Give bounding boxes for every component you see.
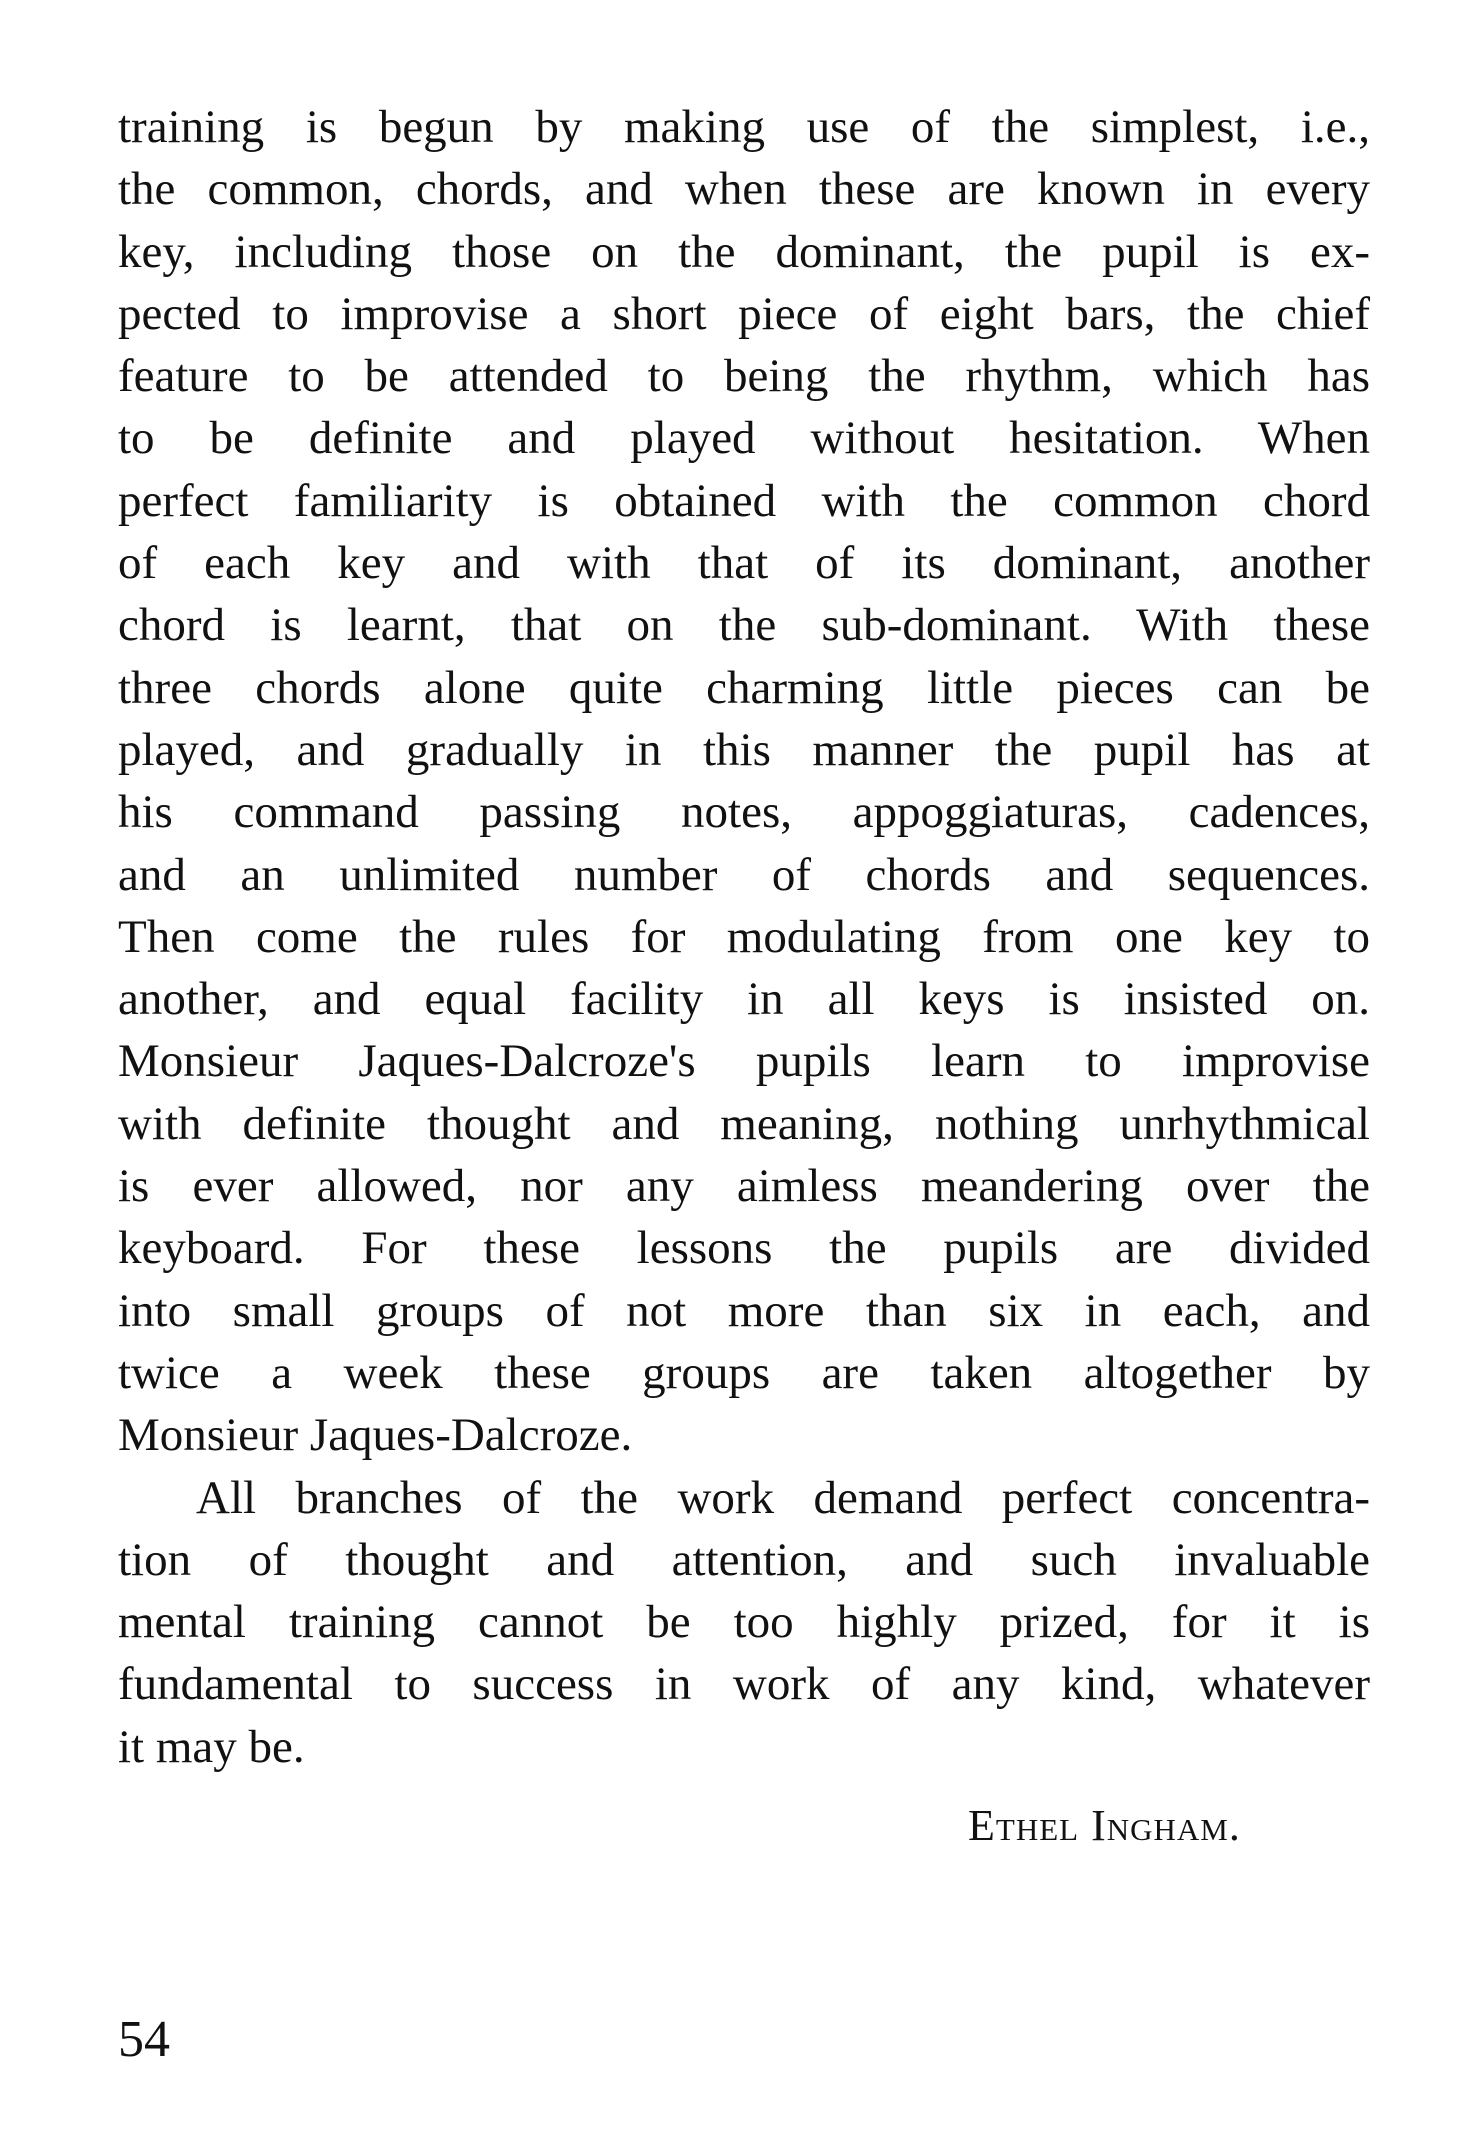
author-name: Ethel Ingham. bbox=[968, 1801, 1241, 1850]
text-line: it may be. bbox=[118, 1720, 305, 1773]
text-line: Monsieur Jaques-Dalcroze. bbox=[118, 1409, 633, 1462]
text-line: of each key and with that of its dominant, another bbox=[118, 537, 1370, 590]
text-line: Then come the rules for modulating from one key to bbox=[118, 910, 1370, 963]
text-line: into small groups of not more than six in each, and bbox=[118, 1284, 1370, 1337]
text-line: keyboard. For these lessons the pupils are divided bbox=[118, 1222, 1370, 1275]
text-line: perfect familiarity is obtained with the common chord bbox=[118, 474, 1370, 527]
text-line: key, including those on the dominant, the pupil is ex- bbox=[118, 225, 1370, 278]
text-line: feature to be attended to being the rhythm, which has bbox=[118, 350, 1370, 403]
text-line: pected to improvise a short piece of eight bars, the chief bbox=[118, 287, 1370, 340]
text-line: to be definite and played without hesitation. When bbox=[118, 412, 1370, 465]
text-line: three chords alone quite charming little pieces can be bbox=[118, 661, 1370, 714]
text-line: tion of thought and attention, and such invaluable bbox=[118, 1533, 1370, 1586]
text-line: his command passing notes, appoggiaturas, cadences, bbox=[118, 786, 1370, 839]
text-line: chord is learnt, that on the sub-dominant. With these bbox=[118, 599, 1370, 652]
text-line: mental training cannot be too highly prized, for it is bbox=[118, 1596, 1370, 1649]
text-line: fundamental to success in work of any kind, whatever bbox=[118, 1658, 1370, 1711]
text-line: another, and equal facility in all keys is insisted on. bbox=[118, 973, 1370, 1026]
body-text bbox=[118, 96, 1370, 1778]
text-line: training is begun by making use of the simplest, i.e., bbox=[118, 101, 1370, 153]
text-line: twice a week these groups are taken altogether by bbox=[118, 1346, 1370, 1399]
author-signature bbox=[968, 1800, 1241, 1851]
text-line: Monsieur Jaques-Dalcroze's pupils learn to improvise bbox=[118, 1035, 1370, 1088]
text-line: the common, chords, and when these are known in every bbox=[118, 163, 1370, 216]
text-line: is ever allowed, nor any aimless meandering over the bbox=[118, 1160, 1370, 1213]
text-line: played, and gradually in this manner the pupil has at bbox=[118, 723, 1370, 776]
page-number: 54 bbox=[118, 2011, 170, 2068]
text-line: and an unlimited number of chords and sequences. bbox=[118, 848, 1370, 901]
text-line: with definite thought and meaning, nothing unrhythmical bbox=[118, 1097, 1370, 1150]
text-line: All branches of the work demand perfect concentra- bbox=[196, 1471, 1370, 1524]
paragraph-1 bbox=[118, 96, 1370, 1467]
paragraph-2 bbox=[118, 1467, 1370, 1778]
